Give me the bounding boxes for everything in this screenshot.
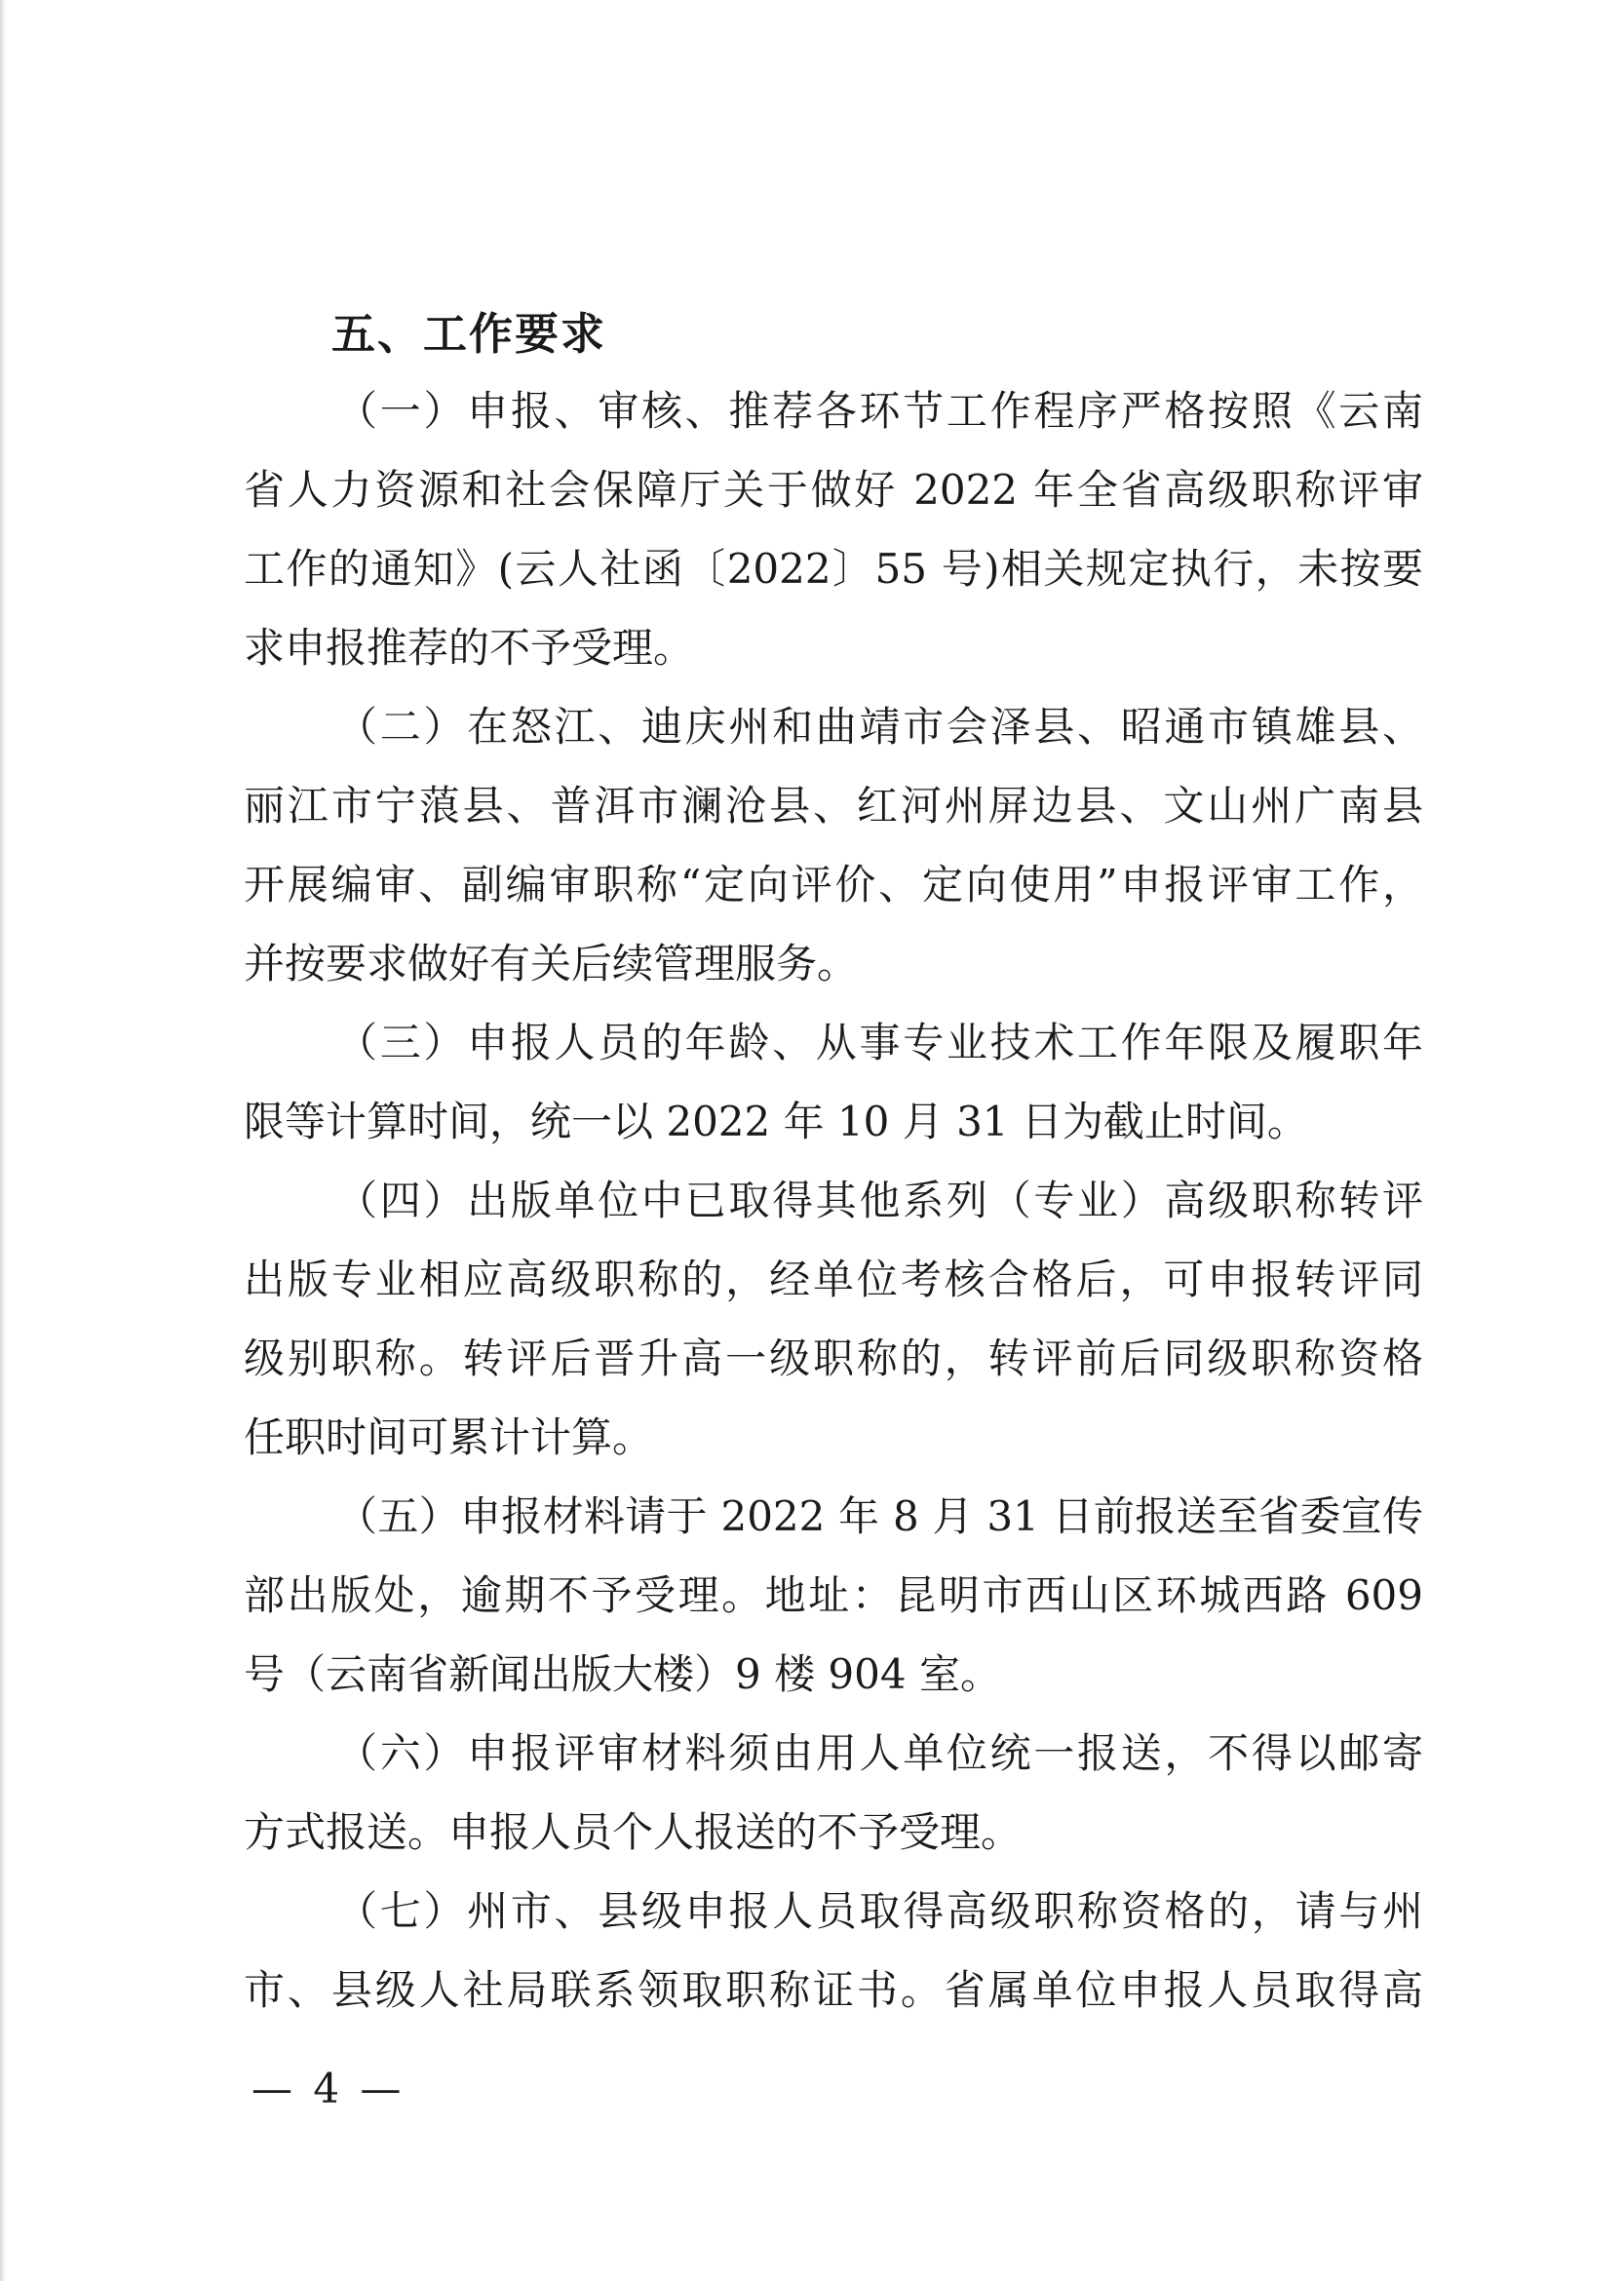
paragraph-7-line-2: 市、县级人社局联系领取职称证书。省属单位申报人员取得高 <box>244 1966 1423 2014</box>
paragraph-2-line-4: 并按要求做好有关后续管理服务。 <box>244 940 859 987</box>
paragraph-7-line-1: （七）州市、县级申报人员取得高级职称资格的，请与州 <box>336 1887 1423 1935</box>
paragraph-5-line-1: （五）申报材料请于 2022 年 8 月 31 日前报送至省委宣传 <box>336 1492 1423 1540</box>
paragraph-5-line-2: 部出版处，逾期不予受理。地址：昆明市西山区环城西路 609 <box>244 1571 1423 1619</box>
paragraph-1-line-3: 工作的通知》(云人社函〔2022〕55 号)相关规定执行，未按要 <box>244 545 1423 593</box>
paragraph-4-line-1: （四）出版单位中已取得其他系列（专业）高级职称转评 <box>336 1177 1423 1224</box>
paragraph-4-line-3: 级别职称。转评后晋升高一级职称的，转评前后同级职称资格 <box>244 1334 1423 1382</box>
paragraph-6-line-1: （六）申报评审材料须由用人单位统一报送，不得以邮寄 <box>336 1729 1423 1777</box>
paragraph-6-line-2: 方式报送。申报人员个人报送的不予受理。 <box>244 1808 1023 1856</box>
section-heading: 五、工作要求 <box>331 308 607 360</box>
paragraph-3-line-1: （三）申报人员的年龄、从事专业技术工作年限及履职年 <box>336 1019 1423 1066</box>
page-number: — 4 — <box>251 2065 406 2112</box>
paragraph-1-line-1: （一）申报、审核、推荐各环节工作程序严格按照《云南 <box>336 387 1423 435</box>
paragraph-2-line-3: 开展编审、副编审职称“定向评价、定向使用”申报评审工作， <box>244 861 1423 909</box>
paragraph-4-line-4: 任职时间可累计计算。 <box>244 1413 654 1461</box>
paragraph-1-line-2: 省人力资源和社会保障厅关于做好 2022 年全省高级职称评审 <box>244 466 1423 514</box>
paragraph-1-line-4: 求申报推荐的不予受理。 <box>244 624 695 672</box>
paragraph-2-line-1: （二）在怒江、迪庆州和曲靖市会泽县、昭通市镇雄县、 <box>336 703 1423 751</box>
paragraph-2-line-2: 丽江市宁蒗县、普洱市澜沧县、红河州屏边县、文山州广南县 <box>244 782 1423 830</box>
scan-edge <box>0 0 6 2281</box>
paragraph-4-line-2: 出版专业相应高级职称的，经单位考核合格后，可申报转评同 <box>244 1256 1423 1303</box>
paragraph-3-line-2: 限等计算时间，统一以 2022 年 10 月 31 日为截止时间。 <box>244 1098 1308 1145</box>
paragraph-5-line-3: 号（云南省新闻出版大楼）9 楼 904 室。 <box>244 1650 1001 1698</box>
